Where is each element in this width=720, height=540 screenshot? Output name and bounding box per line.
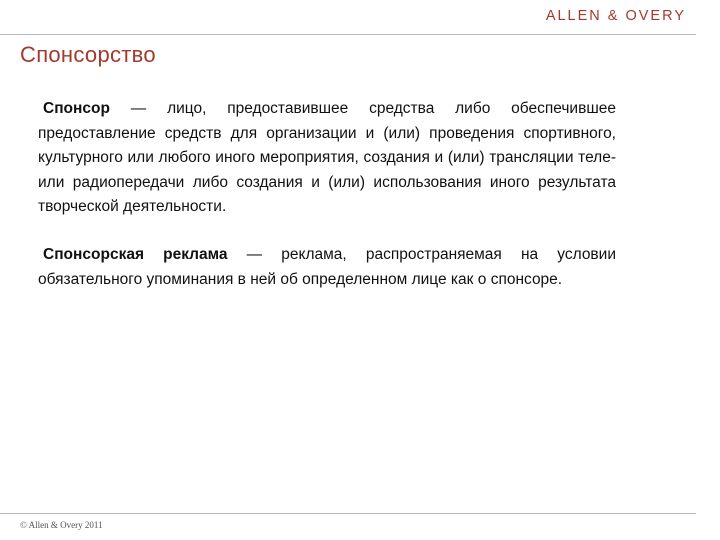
definition-sponsor-advertising-text: — реклама, распространяемая на условии обязательного упоминания в ней об определенном лице как о спонсоре. xyxy=(38,245,616,288)
header-divider xyxy=(0,34,696,35)
slide-body xyxy=(38,97,616,292)
term-sponsor: Спонсор xyxy=(43,100,110,117)
allen-overy-logo: ALLEN & OVERY xyxy=(545,8,686,24)
footer-copyright: © Allen & Overy 2011 xyxy=(20,520,103,530)
definition-sponsor-text: — лицо, предоставившее средства либо обеспечившее предоставление средств для организации и (или) проведения спортивного, культурного или любого иного мероприятия, создания и (или) трансляции теле- или радиопередачи либо создания и (или) использования иного результата творческой деятельности. xyxy=(38,100,616,216)
definition-sponsor xyxy=(38,97,616,220)
term-sponsor-advertising: Спонсорская реклама xyxy=(43,245,228,263)
footer-divider xyxy=(0,513,696,514)
slide-title: Спонсорство xyxy=(20,42,156,67)
definition-sponsor-advertising xyxy=(38,243,616,292)
